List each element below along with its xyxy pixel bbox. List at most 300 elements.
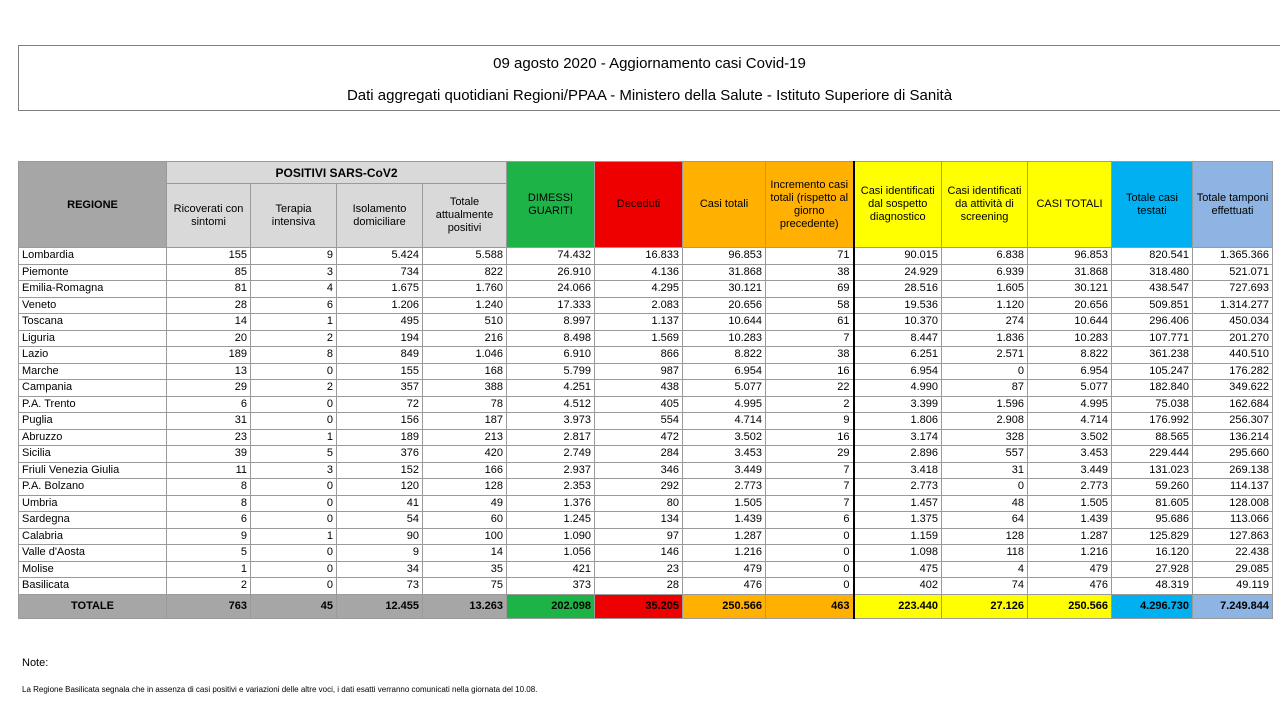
cell-tamponi: 256.307 xyxy=(1193,413,1273,430)
cell-deceduti: 4.295 xyxy=(595,281,683,298)
cell-ricoverati: 8 xyxy=(167,495,251,512)
cell-deceduti: 292 xyxy=(595,479,683,496)
cell-incremento: 71 xyxy=(766,248,854,265)
cell-terapia-intensiva: 0 xyxy=(251,512,337,529)
cell-regione: P.A. Trento xyxy=(19,396,167,413)
cell-incremento: 69 xyxy=(766,281,854,298)
col-header-dimessi-guariti: DIMESSI GUARITI xyxy=(507,162,595,248)
cell-tamponi: 450.034 xyxy=(1193,314,1273,331)
cell-casi-totali-2: 8.822 xyxy=(1028,347,1112,364)
cell-terapia-intensiva: 5 xyxy=(251,446,337,463)
cell-sospetto-diagnostico: 4.990 xyxy=(854,380,942,397)
cell-screening: 0 xyxy=(942,363,1028,380)
cell-isolamento: 376 xyxy=(337,446,423,463)
cell-dimessi-guariti: 17.333 xyxy=(507,297,595,314)
table-row xyxy=(19,396,1273,413)
cell-deceduti: 97 xyxy=(595,528,683,545)
cell-ricoverati: 9 xyxy=(167,528,251,545)
table-row xyxy=(19,330,1273,347)
cell-regione: P.A. Bolzano xyxy=(19,479,167,496)
cell-tamponi: 136.214 xyxy=(1193,429,1273,446)
cell-terapia-intensiva: 4 xyxy=(251,281,337,298)
cell-screening: 1.596 xyxy=(942,396,1028,413)
cell-casi-totali-2: 4.714 xyxy=(1028,413,1112,430)
cell-casi-totali-2: 3.453 xyxy=(1028,446,1112,463)
cell-casi-testati: 361.238 xyxy=(1112,347,1193,364)
col-header-isolamento: Isolamento domiciliare xyxy=(337,184,423,248)
cell-casi-totali-2: 96.853 xyxy=(1028,248,1112,265)
cell-casi-totali: 2.773 xyxy=(683,479,766,496)
cell-casi-totali-2: 1.287 xyxy=(1028,528,1112,545)
cell-screening: 4 xyxy=(942,561,1028,578)
cell-attualmente-positivi: 5.588 xyxy=(423,248,507,265)
cell-casi-testati: 182.840 xyxy=(1112,380,1193,397)
total-row xyxy=(19,594,1273,618)
cell-ricoverati: 28 xyxy=(167,297,251,314)
table-row xyxy=(19,314,1273,331)
cell-ricoverati: 14 xyxy=(167,314,251,331)
cell-ricoverati: 11 xyxy=(167,462,251,479)
cell-ricoverati: 29 xyxy=(167,380,251,397)
cell-deceduti: 438 xyxy=(595,380,683,397)
cell-ricoverati: 5 xyxy=(167,545,251,562)
cell-isolamento: 41 xyxy=(337,495,423,512)
cell-screening: 128 xyxy=(942,528,1028,545)
table-row xyxy=(19,545,1273,562)
col-header-sospetto-diagnostico: Casi identificati dal sospetto diagnostico xyxy=(854,162,942,248)
cell-casi-testati: 16.120 xyxy=(1112,545,1193,562)
cell-casi-testati: 88.565 xyxy=(1112,429,1193,446)
cell-screening: 6.838 xyxy=(942,248,1028,265)
cell-deceduti: 134 xyxy=(595,512,683,529)
cell-incremento: 58 xyxy=(766,297,854,314)
table-row xyxy=(19,512,1273,529)
cell-screening: 48 xyxy=(942,495,1028,512)
cell-casi-totali-2: 10.283 xyxy=(1028,330,1112,347)
cell-tamponi: 1.365.366 xyxy=(1193,248,1273,265)
cell-isolamento: 189 xyxy=(337,429,423,446)
cell-screening: 74 xyxy=(942,578,1028,595)
cell-dimessi-guariti: 6.910 xyxy=(507,347,595,364)
cell-dimessi-guariti: 1.376 xyxy=(507,495,595,512)
cell-sospetto-diagnostico: 402 xyxy=(854,578,942,595)
cell-sospetto-diagnostico: 475 xyxy=(854,561,942,578)
cell-sospetto-diagnostico: 3.399 xyxy=(854,396,942,413)
cell-casi-totali: 10.283 xyxy=(683,330,766,347)
cell-dimessi-guariti: 1.090 xyxy=(507,528,595,545)
table-row xyxy=(19,281,1273,298)
cell-regione: Veneto xyxy=(19,297,167,314)
cell-incremento: 7 xyxy=(766,479,854,496)
cell-screening: 557 xyxy=(942,446,1028,463)
cell-incremento: 0 xyxy=(766,561,854,578)
col-header-screening: Casi identificati da attività di screening xyxy=(942,162,1028,248)
cell-terapia-intensiva: 0 xyxy=(251,495,337,512)
total-isolamento: 12.455 xyxy=(337,594,423,618)
cell-sospetto-diagnostico: 1.457 xyxy=(854,495,942,512)
cell-screening: 2.571 xyxy=(942,347,1028,364)
cell-attualmente-positivi: 510 xyxy=(423,314,507,331)
cell-isolamento: 72 xyxy=(337,396,423,413)
cell-incremento: 0 xyxy=(766,545,854,562)
table-row xyxy=(19,578,1273,595)
cell-deceduti: 1.569 xyxy=(595,330,683,347)
table-row xyxy=(19,446,1273,463)
cell-ricoverati: 6 xyxy=(167,512,251,529)
table-row xyxy=(19,528,1273,545)
cell-attualmente-positivi: 216 xyxy=(423,330,507,347)
cell-sospetto-diagnostico: 1.159 xyxy=(854,528,942,545)
col-header-deceduti: Deceduti xyxy=(595,162,683,248)
cell-deceduti: 80 xyxy=(595,495,683,512)
cell-ricoverati: 23 xyxy=(167,429,251,446)
cell-screening: 1.605 xyxy=(942,281,1028,298)
cell-screening: 1.120 xyxy=(942,297,1028,314)
cell-regione: Molise xyxy=(19,561,167,578)
cell-incremento: 7 xyxy=(766,330,854,347)
cell-attualmente-positivi: 1.760 xyxy=(423,281,507,298)
cell-casi-totali: 96.853 xyxy=(683,248,766,265)
cell-isolamento: 1.206 xyxy=(337,297,423,314)
total-casi-totali: 250.566 xyxy=(683,594,766,618)
cell-casi-totali: 1.439 xyxy=(683,512,766,529)
cell-casi-totali-2: 31.868 xyxy=(1028,264,1112,281)
cell-isolamento: 90 xyxy=(337,528,423,545)
cell-casi-testati: 176.992 xyxy=(1112,413,1193,430)
cell-regione: Campania xyxy=(19,380,167,397)
cell-dimessi-guariti: 1.056 xyxy=(507,545,595,562)
table-row xyxy=(19,561,1273,578)
cell-sospetto-diagnostico: 6.954 xyxy=(854,363,942,380)
cell-casi-totali-2: 1.439 xyxy=(1028,512,1112,529)
cell-sospetto-diagnostico: 10.370 xyxy=(854,314,942,331)
cell-isolamento: 34 xyxy=(337,561,423,578)
cell-ricoverati: 6 xyxy=(167,396,251,413)
cell-casi-testati: 27.928 xyxy=(1112,561,1193,578)
cell-dimessi-guariti: 26.910 xyxy=(507,264,595,281)
cell-isolamento: 156 xyxy=(337,413,423,430)
cell-dimessi-guariti: 2.353 xyxy=(507,479,595,496)
cell-casi-testati: 105.247 xyxy=(1112,363,1193,380)
cell-attualmente-positivi: 187 xyxy=(423,413,507,430)
cell-casi-totali: 30.121 xyxy=(683,281,766,298)
cell-deceduti: 554 xyxy=(595,413,683,430)
cell-isolamento: 120 xyxy=(337,479,423,496)
cell-dimessi-guariti: 4.512 xyxy=(507,396,595,413)
covid-data-table xyxy=(18,161,1273,619)
cell-sospetto-diagnostico: 1.375 xyxy=(854,512,942,529)
cell-dimessi-guariti: 24.066 xyxy=(507,281,595,298)
total-ricoverati: 763 xyxy=(167,594,251,618)
cell-terapia-intensiva: 9 xyxy=(251,248,337,265)
cell-casi-totali-2: 5.077 xyxy=(1028,380,1112,397)
cell-casi-totali: 4.995 xyxy=(683,396,766,413)
cell-tamponi: 295.660 xyxy=(1193,446,1273,463)
cell-attualmente-positivi: 49 xyxy=(423,495,507,512)
col-header-incremento: Incremento casi totali (rispetto al giorno precedente) xyxy=(766,162,854,248)
cell-casi-totali: 1.287 xyxy=(683,528,766,545)
cell-casi-totali-2: 3.502 xyxy=(1028,429,1112,446)
cell-tamponi: 49.119 xyxy=(1193,578,1273,595)
cell-terapia-intensiva: 0 xyxy=(251,545,337,562)
cell-tamponi: 162.684 xyxy=(1193,396,1273,413)
cell-dimessi-guariti: 4.251 xyxy=(507,380,595,397)
cell-terapia-intensiva: 3 xyxy=(251,462,337,479)
cell-deceduti: 284 xyxy=(595,446,683,463)
cell-terapia-intensiva: 0 xyxy=(251,578,337,595)
cell-casi-totali-2: 476 xyxy=(1028,578,1112,595)
cell-ricoverati: 1 xyxy=(167,561,251,578)
cell-dimessi-guariti: 8.997 xyxy=(507,314,595,331)
cell-casi-totali: 3.502 xyxy=(683,429,766,446)
cell-terapia-intensiva: 1 xyxy=(251,528,337,545)
cell-incremento: 6 xyxy=(766,512,854,529)
cell-deceduti: 23 xyxy=(595,561,683,578)
cell-screening: 2.908 xyxy=(942,413,1028,430)
cell-casi-totali-2: 1.505 xyxy=(1028,495,1112,512)
cell-ricoverati: 155 xyxy=(167,248,251,265)
cell-regione: Puglia xyxy=(19,413,167,430)
cell-terapia-intensiva: 0 xyxy=(251,363,337,380)
cell-tamponi: 114.137 xyxy=(1193,479,1273,496)
cell-casi-totali-2: 1.216 xyxy=(1028,545,1112,562)
cell-deceduti: 28 xyxy=(595,578,683,595)
cell-isolamento: 155 xyxy=(337,363,423,380)
cell-sospetto-diagnostico: 1.806 xyxy=(854,413,942,430)
cell-incremento: 38 xyxy=(766,347,854,364)
cell-casi-totali: 8.822 xyxy=(683,347,766,364)
cell-casi-testati: 125.829 xyxy=(1112,528,1193,545)
cell-incremento: 9 xyxy=(766,413,854,430)
cell-casi-testati: 75.038 xyxy=(1112,396,1193,413)
cell-casi-testati: 318.480 xyxy=(1112,264,1193,281)
cell-tamponi: 128.008 xyxy=(1193,495,1273,512)
cell-casi-totali: 1.505 xyxy=(683,495,766,512)
cell-incremento: 7 xyxy=(766,462,854,479)
title-box xyxy=(18,45,1280,111)
cell-regione: Sicilia xyxy=(19,446,167,463)
cell-ricoverati: 20 xyxy=(167,330,251,347)
total-deceduti: 35.205 xyxy=(595,594,683,618)
cell-tamponi: 29.085 xyxy=(1193,561,1273,578)
cell-ricoverati: 81 xyxy=(167,281,251,298)
cell-deceduti: 1.137 xyxy=(595,314,683,331)
table-row xyxy=(19,413,1273,430)
cell-casi-totali: 479 xyxy=(683,561,766,578)
cell-incremento: 16 xyxy=(766,429,854,446)
col-header-regione: REGIONE xyxy=(19,162,167,248)
cell-casi-testati: 820.541 xyxy=(1112,248,1193,265)
table-row xyxy=(19,248,1273,265)
cell-casi-totali-2: 4.995 xyxy=(1028,396,1112,413)
cell-casi-totali: 3.449 xyxy=(683,462,766,479)
cell-casi-totali-2: 3.449 xyxy=(1028,462,1112,479)
cell-casi-totali: 10.644 xyxy=(683,314,766,331)
cell-casi-testati: 81.605 xyxy=(1112,495,1193,512)
cell-deceduti: 866 xyxy=(595,347,683,364)
cell-screening: 6.939 xyxy=(942,264,1028,281)
total-screening: 27.126 xyxy=(942,594,1028,618)
cell-screening: 31 xyxy=(942,462,1028,479)
cell-ricoverati: 189 xyxy=(167,347,251,364)
cell-sospetto-diagnostico: 8.447 xyxy=(854,330,942,347)
cell-dimessi-guariti: 373 xyxy=(507,578,595,595)
cell-attualmente-positivi: 60 xyxy=(423,512,507,529)
cell-terapia-intensiva: 2 xyxy=(251,380,337,397)
cell-tamponi: 349.622 xyxy=(1193,380,1273,397)
cell-casi-testati: 229.444 xyxy=(1112,446,1193,463)
table-row xyxy=(19,495,1273,512)
cell-casi-totali-2: 30.121 xyxy=(1028,281,1112,298)
cell-casi-totali: 1.216 xyxy=(683,545,766,562)
cell-tamponi: 22.438 xyxy=(1193,545,1273,562)
table-row xyxy=(19,264,1273,281)
cell-sospetto-diagnostico: 3.174 xyxy=(854,429,942,446)
cell-regione: Liguria xyxy=(19,330,167,347)
cell-terapia-intensiva: 0 xyxy=(251,479,337,496)
cell-sospetto-diagnostico: 28.516 xyxy=(854,281,942,298)
cell-sospetto-diagnostico: 3.418 xyxy=(854,462,942,479)
cell-attualmente-positivi: 128 xyxy=(423,479,507,496)
total-tamponi: 7.249.844 xyxy=(1193,594,1273,618)
cell-incremento: 16 xyxy=(766,363,854,380)
cell-casi-totali: 5.077 xyxy=(683,380,766,397)
cell-sospetto-diagnostico: 2.896 xyxy=(854,446,942,463)
cell-regione: Umbria xyxy=(19,495,167,512)
cell-terapia-intensiva: 1 xyxy=(251,314,337,331)
cell-casi-totali-2: 479 xyxy=(1028,561,1112,578)
total-terapia-intensiva: 45 xyxy=(251,594,337,618)
cell-terapia-intensiva: 0 xyxy=(251,413,337,430)
col-header-casi-totali: Casi totali xyxy=(683,162,766,248)
cell-dimessi-guariti: 3.973 xyxy=(507,413,595,430)
cell-regione: Calabria xyxy=(19,528,167,545)
cell-deceduti: 405 xyxy=(595,396,683,413)
total-sospetto-diagnostico: 223.440 xyxy=(854,594,942,618)
cell-regione: Valle d'Aosta xyxy=(19,545,167,562)
cell-ricoverati: 85 xyxy=(167,264,251,281)
cell-dimessi-guariti: 1.245 xyxy=(507,512,595,529)
cell-tamponi: 113.066 xyxy=(1193,512,1273,529)
cell-tamponi: 1.314.277 xyxy=(1193,297,1273,314)
cell-casi-testati: 296.406 xyxy=(1112,314,1193,331)
cell-sospetto-diagnostico: 24.929 xyxy=(854,264,942,281)
cell-deceduti: 16.833 xyxy=(595,248,683,265)
table-row xyxy=(19,297,1273,314)
table-row xyxy=(19,347,1273,364)
col-header-casi-testati: Totale casi testati xyxy=(1112,162,1193,248)
group-header-positivi: POSITIVI SARS-CoV2 xyxy=(167,162,507,184)
cell-sospetto-diagnostico: 6.251 xyxy=(854,347,942,364)
cell-isolamento: 73 xyxy=(337,578,423,595)
cell-casi-testati: 509.851 xyxy=(1112,297,1193,314)
cell-dimessi-guariti: 74.432 xyxy=(507,248,595,265)
cell-screening: 274 xyxy=(942,314,1028,331)
col-header-attualmente-positivi: Totale attualmente positivi xyxy=(423,184,507,248)
cell-ricoverati: 2 xyxy=(167,578,251,595)
cell-sospetto-diagnostico: 1.098 xyxy=(854,545,942,562)
cell-dimessi-guariti: 2.749 xyxy=(507,446,595,463)
cell-regione: Lazio xyxy=(19,347,167,364)
cell-casi-totali: 31.868 xyxy=(683,264,766,281)
cell-attualmente-positivi: 1.046 xyxy=(423,347,507,364)
cell-ricoverati: 31 xyxy=(167,413,251,430)
cell-attualmente-positivi: 100 xyxy=(423,528,507,545)
cell-terapia-intensiva: 0 xyxy=(251,396,337,413)
cell-isolamento: 849 xyxy=(337,347,423,364)
table-row xyxy=(19,479,1273,496)
cell-tamponi: 269.138 xyxy=(1193,462,1273,479)
cell-regione: Toscana xyxy=(19,314,167,331)
cell-terapia-intensiva: 2 xyxy=(251,330,337,347)
cell-deceduti: 2.083 xyxy=(595,297,683,314)
cell-incremento: 7 xyxy=(766,495,854,512)
cell-casi-totali: 476 xyxy=(683,578,766,595)
cell-regione: Abruzzo xyxy=(19,429,167,446)
cell-dimessi-guariti: 5.799 xyxy=(507,363,595,380)
cell-sospetto-diagnostico: 2.773 xyxy=(854,479,942,496)
cell-incremento: 38 xyxy=(766,264,854,281)
cell-casi-testati: 107.771 xyxy=(1112,330,1193,347)
cell-casi-testati: 48.319 xyxy=(1112,578,1193,595)
cell-terapia-intensiva: 1 xyxy=(251,429,337,446)
cell-screening: 0 xyxy=(942,479,1028,496)
cell-deceduti: 346 xyxy=(595,462,683,479)
cell-isolamento: 357 xyxy=(337,380,423,397)
cell-terapia-intensiva: 8 xyxy=(251,347,337,364)
cell-terapia-intensiva: 3 xyxy=(251,264,337,281)
cell-tamponi: 440.510 xyxy=(1193,347,1273,364)
total-casi-testati: 4.296.730 xyxy=(1112,594,1193,618)
cell-isolamento: 54 xyxy=(337,512,423,529)
total-regione: TOTALE xyxy=(19,594,167,618)
cell-tamponi: 521.071 xyxy=(1193,264,1273,281)
cell-regione: Friuli Venezia Giulia xyxy=(19,462,167,479)
cell-regione: Sardegna xyxy=(19,512,167,529)
cell-ricoverati: 39 xyxy=(167,446,251,463)
cell-casi-totali: 6.954 xyxy=(683,363,766,380)
cell-dimessi-guariti: 8.498 xyxy=(507,330,595,347)
cell-ricoverati: 13 xyxy=(167,363,251,380)
cell-regione: Basilicata xyxy=(19,578,167,595)
total-attualmente-positivi: 13.263 xyxy=(423,594,507,618)
cell-isolamento: 495 xyxy=(337,314,423,331)
cell-casi-totali-2: 10.644 xyxy=(1028,314,1112,331)
notes-title: Note: xyxy=(22,657,49,669)
cell-tamponi: 201.270 xyxy=(1193,330,1273,347)
cell-casi-testati: 95.686 xyxy=(1112,512,1193,529)
cell-casi-totali: 3.453 xyxy=(683,446,766,463)
cell-attualmente-positivi: 388 xyxy=(423,380,507,397)
cell-tamponi: 727.693 xyxy=(1193,281,1273,298)
cell-screening: 118 xyxy=(942,545,1028,562)
table-row xyxy=(19,380,1273,397)
cell-attualmente-positivi: 75 xyxy=(423,578,507,595)
col-header-casi-totali-2: CASI TOTALI xyxy=(1028,162,1112,248)
cell-screening: 1.836 xyxy=(942,330,1028,347)
cell-attualmente-positivi: 35 xyxy=(423,561,507,578)
cell-tamponi: 127.863 xyxy=(1193,528,1273,545)
total-dimessi-guariti: 202.098 xyxy=(507,594,595,618)
table-row xyxy=(19,429,1273,446)
cell-attualmente-positivi: 78 xyxy=(423,396,507,413)
cell-ricoverati: 8 xyxy=(167,479,251,496)
cell-tamponi: 176.282 xyxy=(1193,363,1273,380)
cell-attualmente-positivi: 420 xyxy=(423,446,507,463)
cell-casi-totali-2: 20.656 xyxy=(1028,297,1112,314)
cell-screening: 328 xyxy=(942,429,1028,446)
cell-deceduti: 4.136 xyxy=(595,264,683,281)
